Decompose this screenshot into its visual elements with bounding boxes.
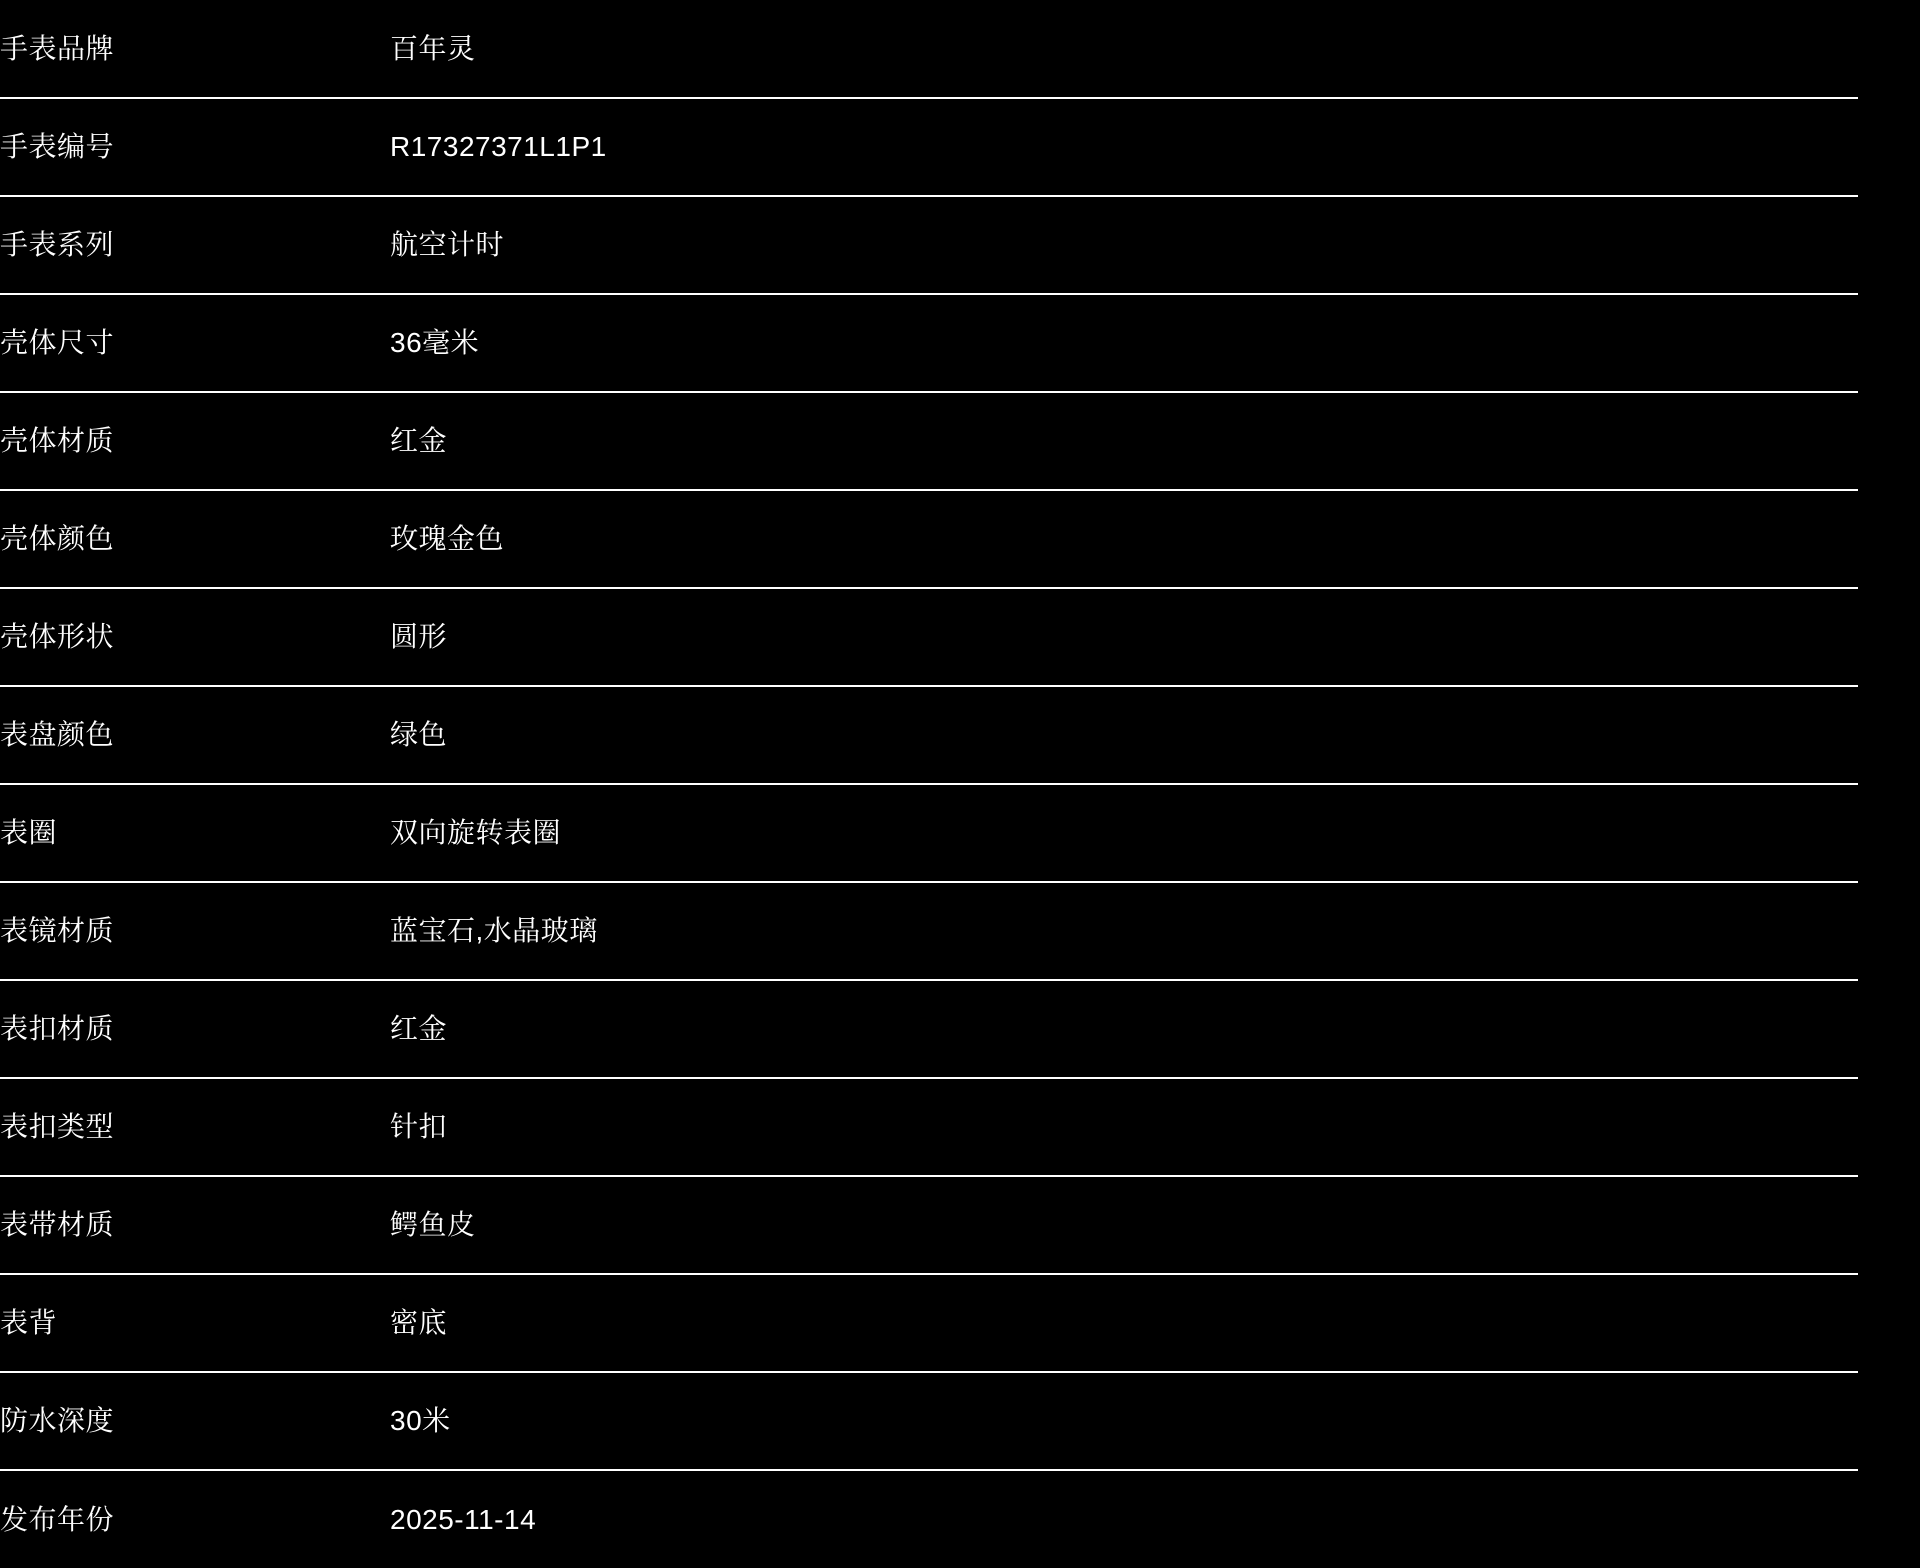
- spec-label: 壳体形状: [0, 588, 390, 686]
- table-row: [0, 1078, 1858, 1176]
- spec-value: 蓝宝石,水晶玻璃: [390, 882, 1858, 980]
- spec-label: 手表编号: [0, 98, 390, 196]
- spec-label: 壳体材质: [0, 392, 390, 490]
- table-row: [0, 1176, 1858, 1274]
- table-row: [0, 0, 1858, 98]
- spec-label: 表背: [0, 1274, 390, 1372]
- table-row: [0, 1470, 1858, 1568]
- spec-value: 密底: [390, 1274, 1858, 1372]
- spec-value: 30米: [390, 1372, 1858, 1470]
- spec-label: 表带材质: [0, 1176, 390, 1274]
- spec-value: 绿色: [390, 686, 1858, 784]
- spec-value: R17327371L1P1: [390, 98, 1858, 196]
- spec-value: 针扣: [390, 1078, 1858, 1176]
- spec-label: 防水深度: [0, 1372, 390, 1470]
- spec-label: 发布年份: [0, 1503, 115, 1535]
- table-row: [0, 490, 1858, 588]
- spec-value: 双向旋转表圈: [390, 784, 1858, 882]
- table-row: [0, 294, 1858, 392]
- table-row: [0, 588, 1858, 686]
- spec-value: 红金: [390, 392, 1858, 490]
- table-row: [0, 392, 1858, 490]
- table-row: [0, 686, 1858, 784]
- table-row: [0, 980, 1858, 1078]
- spec-label: 表扣材质: [0, 980, 390, 1078]
- table-row: [0, 882, 1858, 980]
- spec-value: 百年灵: [390, 0, 1858, 98]
- table-row: [0, 98, 1858, 196]
- spec-value: 航空计时: [390, 196, 1858, 294]
- table-row: [0, 784, 1858, 882]
- spec-label: 表扣类型: [0, 1078, 390, 1176]
- spec-label: 表镜材质: [0, 882, 390, 980]
- spec-label: 手表品牌: [0, 0, 390, 98]
- table-row: [0, 1274, 1858, 1372]
- spec-value: 红金: [390, 980, 1858, 1078]
- table-row: [0, 1372, 1858, 1470]
- spec-label: 表盘颜色: [0, 686, 390, 784]
- spec-value: 鳄鱼皮: [390, 1176, 1858, 1274]
- table-row: [0, 196, 1858, 294]
- spec-label: 手表系列: [0, 196, 390, 294]
- spec-value: 2025-11-14: [390, 1503, 537, 1535]
- spec-value: 圆形: [390, 588, 1858, 686]
- spec-label: 表圈: [0, 784, 390, 882]
- spec-label: 壳体颜色: [0, 490, 390, 588]
- spec-value: 玫瑰金色: [390, 490, 1858, 588]
- spec-label: 壳体尺寸: [0, 294, 390, 392]
- spec-value: 36毫米: [390, 294, 1858, 392]
